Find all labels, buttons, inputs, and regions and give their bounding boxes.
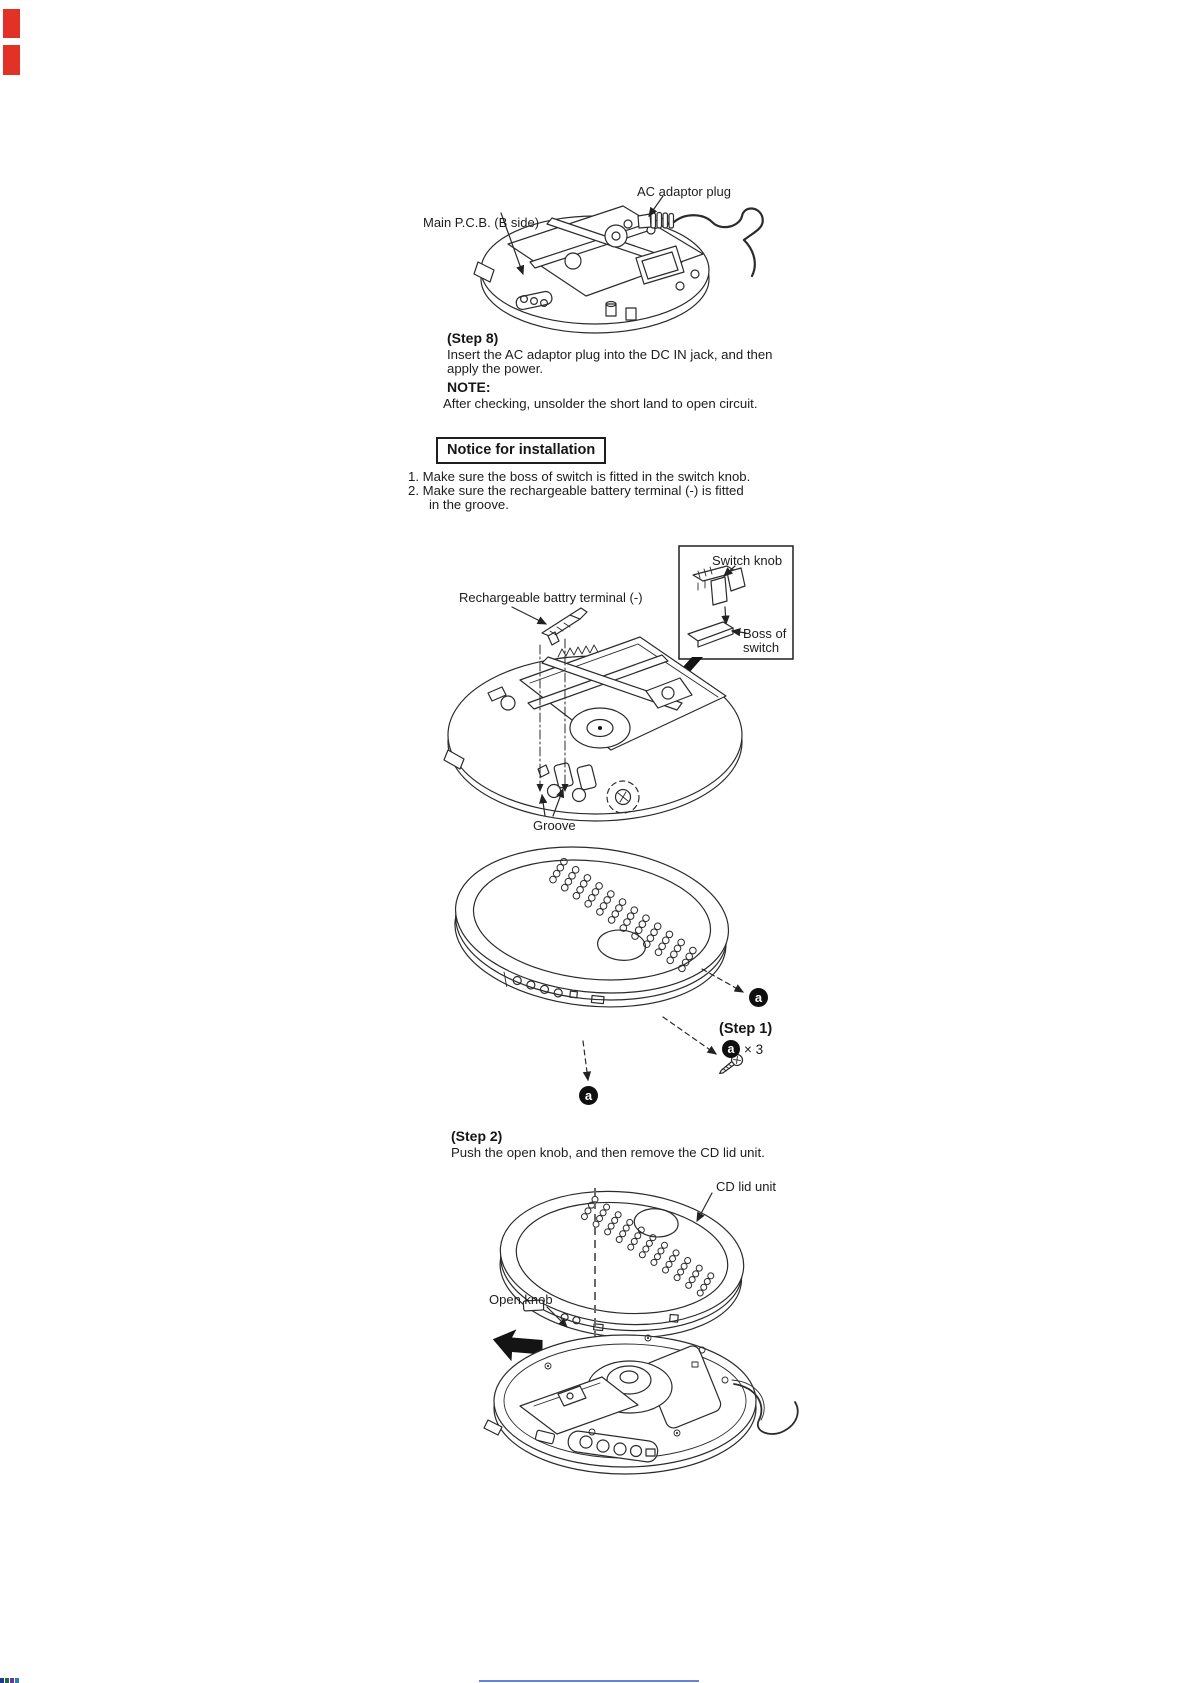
step8-text-line1: Insert the AC adaptor plug into the DC IN jack, and then: [447, 347, 773, 362]
boss-label-line2: switch: [743, 639, 780, 655]
plug-cable: [674, 209, 763, 241]
boss-label-line1: Boss of: [743, 626, 787, 641]
ac-adaptor-plug-label: AC adaptor plug: [637, 184, 731, 199]
screw-a-badge-1: [749, 988, 768, 1007]
groove-label: Groove: [533, 818, 576, 833]
notice-item-1: 1. Make sure the boss of switch is fitted in the switch knob.: [408, 469, 751, 484]
screw-a-badge-inline: [722, 1040, 740, 1058]
figure-cd-lid-top: [450, 845, 802, 1113]
figure-cd-lid-removal: [440, 1180, 802, 1492]
chassis-bottom-drawing: [484, 1335, 798, 1474]
step8-text-line2: apply the power.: [447, 361, 544, 376]
note-heading: NOTE:: [447, 379, 491, 395]
chassis-drawing: [444, 637, 742, 821]
notice-heading: Notice for installation: [447, 442, 596, 458]
switch-knob-label: Switch knob: [712, 553, 783, 568]
open-knob-label: Open knob: [489, 1292, 553, 1307]
lid-drawing: [447, 834, 736, 1020]
boss-of-switch-label: [743, 627, 786, 654]
step2-text: Push the open knob, and then remove the CD lid unit.: [451, 1145, 765, 1160]
artifact-red-mark-1: [3, 9, 20, 38]
step1-heading: (Step 1): [719, 1021, 773, 1037]
notice-box: [436, 437, 606, 464]
step8-heading: (Step 8): [447, 330, 499, 346]
battery-terminal-label: Rechargeable battry terminal (-): [459, 590, 643, 605]
battery-terminal-arrow: [512, 607, 546, 624]
main-pcb-label: Main P.C.B. (B side): [423, 215, 540, 230]
notice-item-2-cont: in the groove.: [429, 497, 509, 512]
screw-a-letter: a: [584, 1088, 593, 1103]
screw-a-letter: a: [727, 1041, 735, 1056]
note-text: After checking, unsolder the short land to open circuit.: [443, 396, 758, 411]
screw-a-badge-2: [579, 1086, 598, 1105]
artifact-scan-noise: [0, 1678, 19, 1683]
artifact-scan-line: [479, 1680, 699, 1682]
cd-lid-unit-label: CD lid unit: [716, 1179, 776, 1194]
artifact-red-mark-2: [3, 45, 20, 75]
screw-a-letter: a: [754, 990, 763, 1005]
lid-drawing-2: [494, 1182, 750, 1348]
screw-count-text: × 3: [744, 1041, 764, 1057]
step2-heading: (Step 2): [451, 1128, 503, 1144]
step1-screw-count: [722, 1040, 763, 1058]
notice-item-2: 2. Make sure the rechargeable battery terminal (-) is fitted: [408, 483, 744, 498]
